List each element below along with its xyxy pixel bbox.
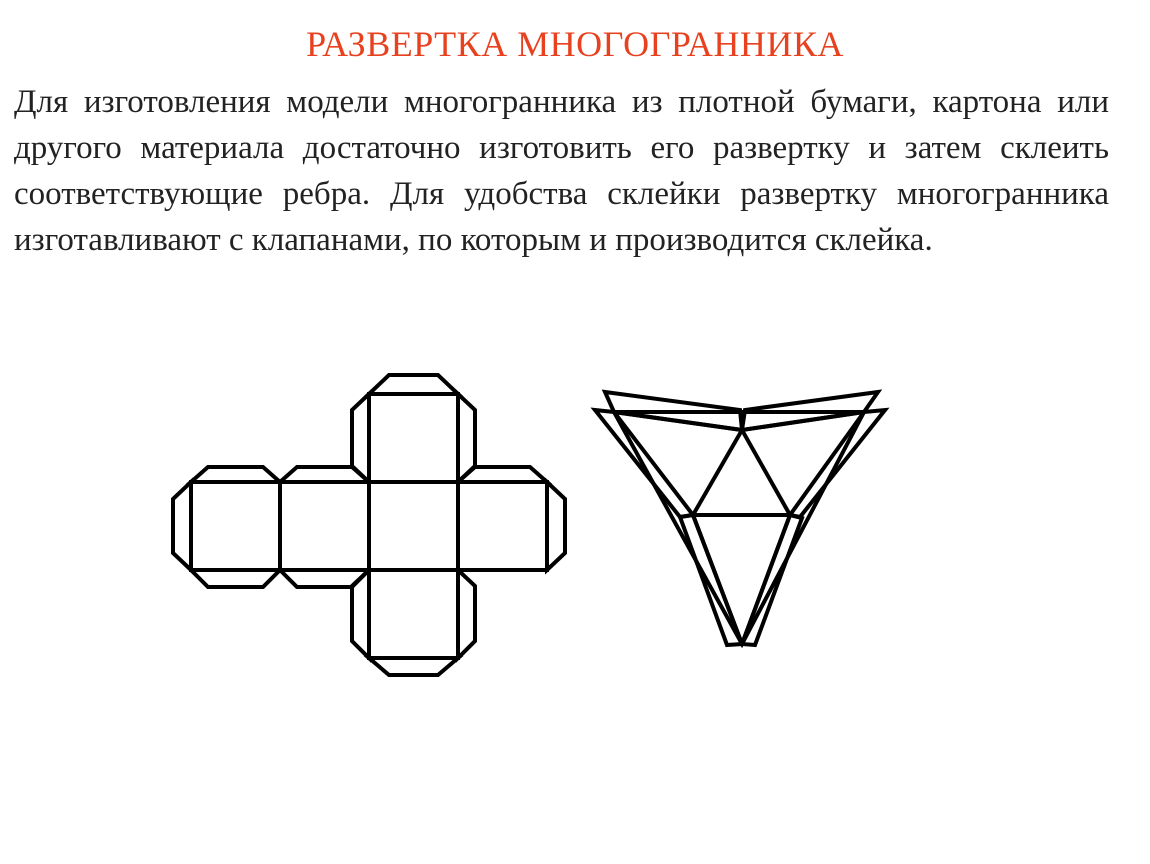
tetra-outer-triangle xyxy=(614,412,864,644)
flap-right-top xyxy=(458,467,547,482)
flap-bottom-right xyxy=(458,570,475,658)
cube-face-left xyxy=(191,482,280,570)
tetra-flap-bottom-right xyxy=(742,515,802,645)
cube-face-bottom xyxy=(369,570,458,658)
flap-bottom-left xyxy=(352,570,369,658)
flap-left-left xyxy=(173,482,191,570)
cube-net xyxy=(173,375,565,675)
flap-bottom-bottom xyxy=(369,658,458,675)
flap-right-right xyxy=(547,482,565,570)
flap-left-bottom xyxy=(191,570,280,587)
cube-face-center-left xyxy=(280,482,369,570)
tetrahedron-net xyxy=(595,392,885,645)
page-title: РАЗВЕРТКА МНОГОГРАННИКА xyxy=(306,24,844,64)
flap-left-top xyxy=(191,467,280,482)
cube-face-right xyxy=(458,482,547,570)
tetra-inner-triangle xyxy=(693,430,790,515)
cube-face-center xyxy=(369,482,458,570)
flap-top-top xyxy=(369,375,458,394)
flap-centerleft-top xyxy=(280,467,369,482)
body-paragraph: Для изготовления модели многогранника из плотной бумаги, картона или другого материала достаточно изготовить его развертку и затем склеить соответствующие ребра. Для удобства склейки развертку многогранника изготавливают с клапанами, по которым и производится склейка. xyxy=(14,84,1109,258)
cube-face-top xyxy=(369,394,458,482)
